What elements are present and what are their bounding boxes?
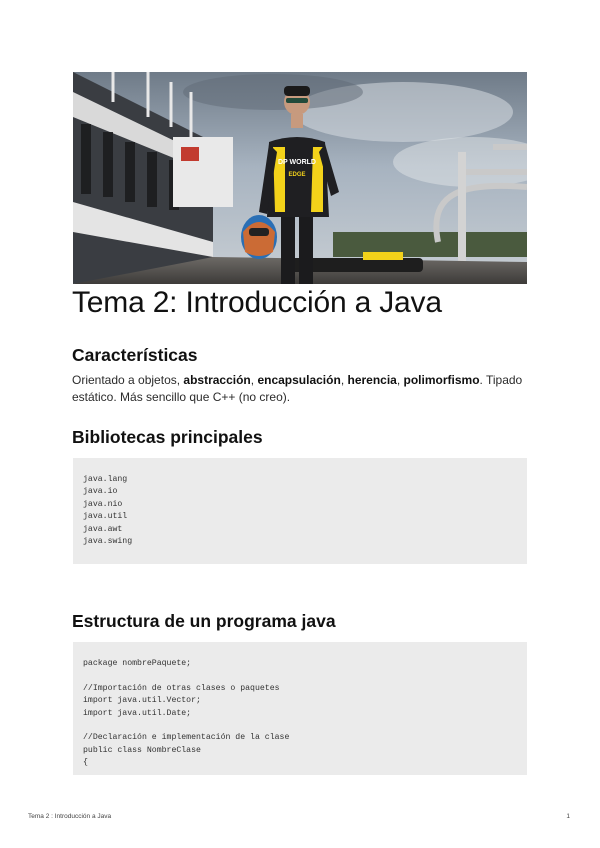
code-block-estructura	[73, 642, 527, 775]
term-herencia: herencia	[347, 373, 397, 387]
para-intro-text: Orientado a objetos,	[72, 373, 184, 387]
code-line: package nombrePaquete;	[83, 659, 192, 668]
code-line: java.lang	[83, 475, 128, 484]
code-line	[83, 720, 517, 732]
footer-document-title: Tema 2 : Introducción a Java	[28, 813, 112, 820]
separator: ,	[340, 373, 348, 387]
separator: ,	[250, 373, 258, 387]
caracteristicas-paragraph	[72, 372, 532, 406]
suit-text-dp-world: DP WORLD	[278, 159, 316, 166]
separator: ,	[396, 373, 404, 387]
document-title: Tema 2: Introducción a Java	[72, 286, 442, 319]
section-heading-caracteristicas: Características	[72, 345, 198, 365]
hero-image	[73, 72, 527, 284]
para-outro-text: . Tipado estático. Más sencillo que C++ (no creo).	[72, 373, 523, 404]
code-line: java.util	[83, 512, 128, 522]
term-encapsulacion: encapsulación	[257, 373, 341, 387]
code-line: //Importación de otras clases o paquetes	[83, 683, 280, 693]
suit-text-edge: EDGE	[288, 172, 306, 178]
section-heading-bibliotecas: Bibliotecas principales	[72, 427, 263, 447]
code-line: public class NombreClase	[83, 745, 201, 755]
code-line	[83, 670, 517, 682]
code-line: java.awt	[83, 524, 123, 534]
code-block-bibliotecas	[73, 458, 527, 564]
code-line: import java.util.Vector;	[83, 696, 201, 706]
code-line: //Declaración e implementación de la clase	[83, 733, 290, 743]
code-line: {	[83, 758, 88, 768]
code-line: java.nio	[83, 499, 123, 509]
footer-page-number: 1	[566, 813, 570, 820]
term-abstraccion: abstracción	[183, 373, 251, 387]
term-polimorfismo: polimorfismo	[403, 373, 480, 387]
code-line: import java.util.Date;	[83, 708, 192, 718]
section-heading-estructura: Estructura de un programa java	[72, 611, 336, 631]
code-line: java.swing	[83, 536, 133, 546]
code-line: java.io	[83, 487, 118, 497]
